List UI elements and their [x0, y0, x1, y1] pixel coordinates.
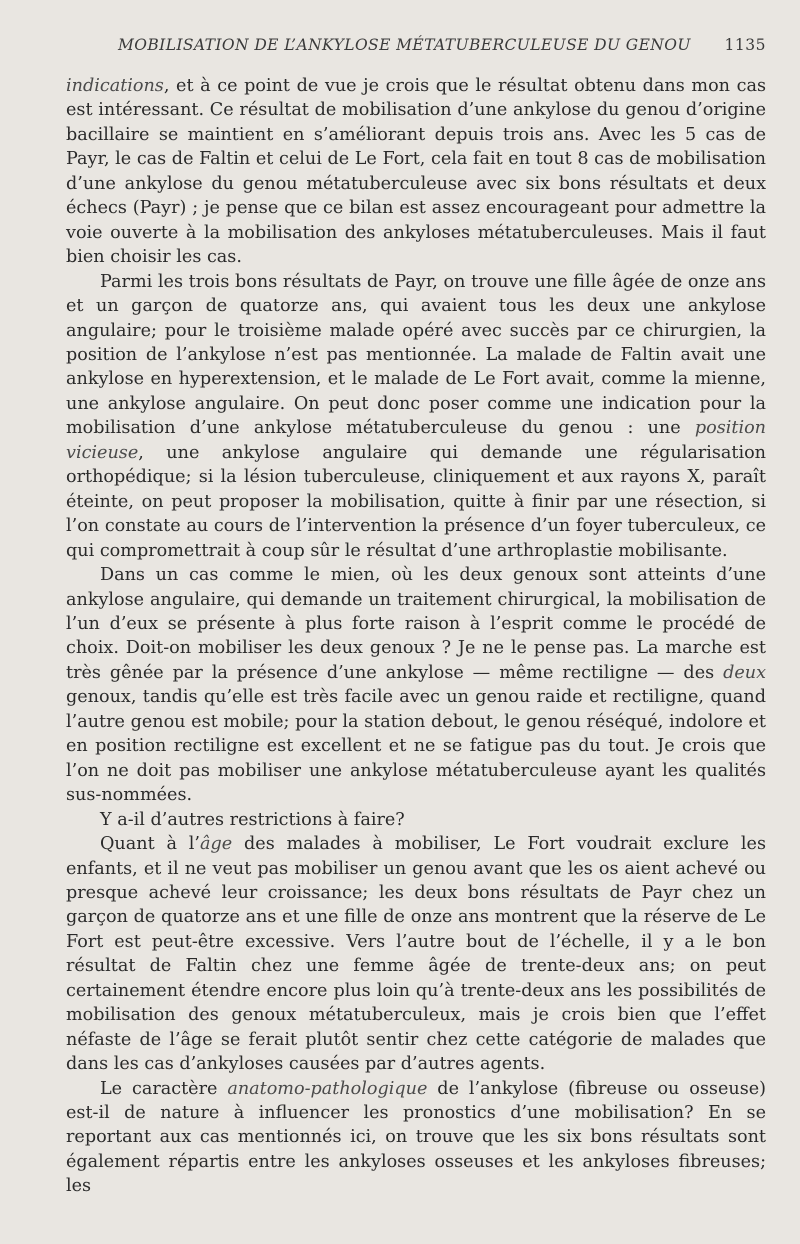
- text-segment: position vicieuse: [66, 418, 766, 463]
- running-title: MOBILISATION DE L’ANKYLOSE MÉTATUBERCULEUSE DU GENOU: [118, 36, 691, 54]
- text-segment: Parmi les trois bons résultats de Payr, on trouve une fille âgée de onze ans et un garçon de quatorze ans, qui avaient tous les deux une ankylose angulaire; pour le troisième malade opéré avec succès par ce chirurgien, la position de l’ankylose n’est pas mentionnée. La malade de Faltin avait une ankylose en hyperextension, et le malade de Le Fort avait, comme la mienne, une ankylose angulaire. On peut donc poser comme une indication pour la mobilisation d’une ankylose métatuberculeuse du genou : une: [66, 271, 766, 439]
- page-number: 1135: [724, 36, 766, 54]
- paragraph: [66, 832, 766, 1077]
- running-header: [66, 36, 766, 60]
- body-text: [66, 74, 766, 1199]
- text-segment: de l’ankylose (fibreuse ou osseuse) est-il de nature à influencer les pronostics d’une mobilisation? En se reportant aux cas mentionnés ici, on trouve que les six bons résultats sont également répartis entre les ankyloses osseuses et les ankyloses fibreuses; les: [66, 1078, 767, 1197]
- text-segment: , et à ce point de vue je crois que le résultat obtenu dans mon cas est intéressant. Ce résultat de mobilisation d’une ankylose du genou d’origine bacillaire se maintient en s’améliorant depuis trois ans. Avec les 5 cas de Payr, le cas de Faltin et celui de Le Fort, cela fait en tout 8 cas de mobilisation d’une ankylose du genou métatuberculeuse avec six bons résultats et deux échecs (Payr) ; je pense que ce bilan est assez encourageant pour admettre la voie ouverte à la mobilisation des ankyloses métatuberculeuses. Mais il faut bien choisir les cas.: [66, 76, 766, 268]
- text-segment: Dans un cas comme le mien, où les deux genoux sont atteints d’une ankylose angulaire, qui demande un traitement chirurgical, la mobilisation de l’un d’eux se présente à plus forte raison à l’esprit comme le procédé de choix. Doit-on mobiliser les deux genoux ? Je ne le pense pas. La marche est très gênée par la présence d’une ankylose — même rectiligne — des: [66, 565, 766, 683]
- text-segment: Quant à l’: [100, 834, 201, 855]
- text-segment: Y a-il d’autres restrictions à faire?: [100, 809, 405, 830]
- text-segment: des malades à mobiliser, Le Fort voudrait exclure les enfants, et il ne veut pas mobiliser un genou avant que les os aient achevé ou presque achevé leur croissance; les deux bons résultats de Payr chez un garçon de quatorze ans et une fille de onze ans montrent que la réserve de Le Fort est peut-être excessive. Vers l’autre bout de l’échelle, il y a le bon résultat de Faltin chez une femme âgée de trente-deux ans; on peut certainement étendre encore plus loin qu’à trente-deux ans les possibilités de mobilisation des genoux métatuberculeux, mais je crois bien que l’effet néfaste de l’âge se ferait plutôt sentir chez cette catégorie de malades que dans les cas d’ankyloses causées par d’autres agents.: [66, 834, 766, 1075]
- paragraph: [66, 1077, 766, 1199]
- text-segment: , une ankylose angulaire qui demande une régularisation orthopédique; si la lésion tuberculeuse, cliniquement et aux rayons X, paraît éteinte, on peut proposer la mobilisation, quitte à finir par une résection, si l’on constate au cours de l’intervention la présence d’un foyer tuberculeux, ce qui compromettrait à coup sûr le résultat d’une arthroplastie mobilisante.: [66, 442, 766, 561]
- text-segment: âge: [200, 834, 233, 855]
- text-segment: indications: [66, 76, 164, 96]
- text-segment: anatomo-pathologique: [227, 1078, 428, 1099]
- text-segment: Le caractère: [100, 1078, 228, 1099]
- paragraph: [66, 270, 766, 563]
- paragraph: [66, 563, 766, 808]
- paragraph: [66, 74, 766, 270]
- text-segment: genoux, tandis qu’elle est très facile avec un genou raide et rectiligne, quand l’autre genou est mobile; pour la station debout, le genou réséqué, indolore et en position rectiligne est excellent et ne se fatigue pas du tout. Je crois que l’on ne doit pas mobiliser une ankylose métatuberculeuse ayant les qualités sus-nommées.: [66, 687, 766, 806]
- text-segment: deux: [723, 662, 766, 683]
- paragraph: [66, 808, 766, 832]
